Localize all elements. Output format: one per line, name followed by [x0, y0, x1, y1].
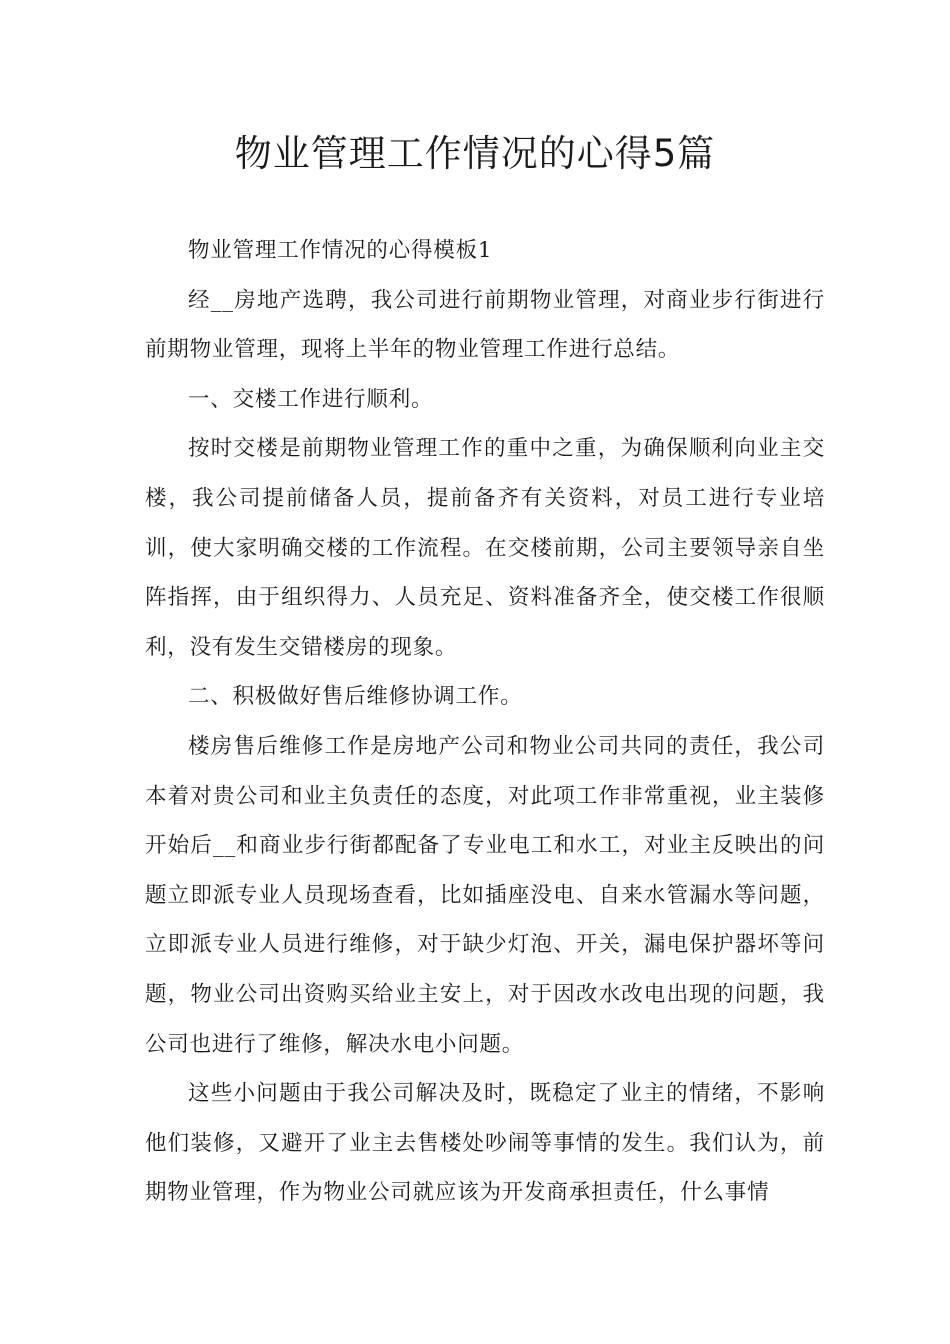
paragraph-maintenance: 楼房售后维修工作是房地产公司和物业公司共同的责任，我公司本着对贵公司和业主负责任的态度，对此项工作非常重视，业主装修开始后__和商业步行街都配备了专业电工和水工，对业主反映出的问题立即派专业人员现场查看，比如插座没电、自来水管漏水等问题，立即派专业人员进行维修，对于缺少灯泡、开关，漏电保护器坏等问题，物业公司出资购买给业主安上，对于因改水改电出现的问题，我公司也进行了维修，解决水电小问题。	[145, 733, 825, 1057]
document-body	[145, 226, 825, 1218]
paragraph-summary: 这些小问题由于我公司解决及时，既稳定了业主的情绪，不影响他们装修，又避开了业主去售楼处吵闹等事情的发生。我们认为，前期物业管理，作为物业公司就应该为开发商承担责任，什么事情	[145, 1081, 825, 1206]
paragraph-intro: 经__房地产选聘，我公司进行前期物业管理，对商业步行街进行前期物业管理，现将上半年的物业管理工作进行总结。	[145, 287, 825, 363]
section-heading-2: 二、积极做好售后维修协调工作。	[188, 684, 523, 710]
paragraph-subtitle: 物业管理工作情况的心得模板1	[188, 238, 493, 263]
section-heading-1: 一、交楼工作进行顺利。	[188, 386, 434, 412]
paragraph-handover: 按时交楼是前期物业管理工作的重中之重，为确保顺利向业主交楼，我公司提前储备人员，提前备齐有关资料，对员工进行专业培训，使大家明确交楼的工作流程。在交楼前期，公司主要领导亲自坐阵指挥，由于组织得力、人员充足、资料准备齐全，使交楼工作很顺利，没有发生交错楼房的现象。	[145, 436, 825, 660]
document-title: 物业管理工作情况的心得5篇	[234, 132, 716, 175]
